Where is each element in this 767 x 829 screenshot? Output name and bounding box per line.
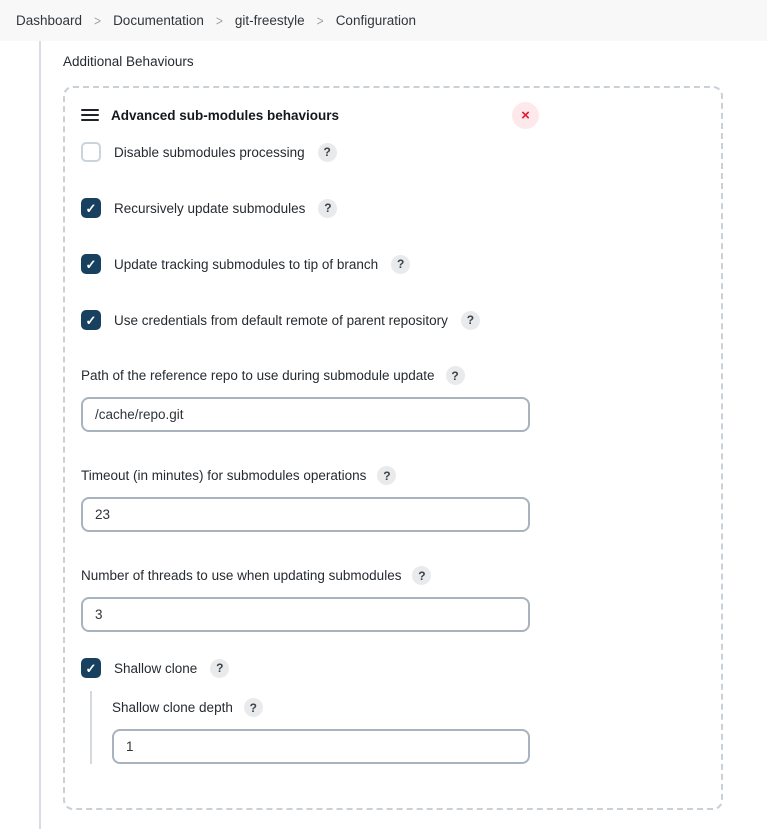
breadcrumb-item-job[interactable]: git-freestyle [234,13,305,28]
field-label-row [81,366,705,385]
threads-input[interactable] [81,597,530,632]
form-section-divider [39,41,41,829]
help-icon[interactable]: ? [244,698,263,717]
breadcrumb-item-configuration[interactable]: Configuration [335,13,416,28]
field-group-reference-repo [81,366,705,432]
field-label: Timeout (in minutes) for submodules operations [81,468,367,483]
checkbox-label[interactable]: Use credentials from default remote of parent repository [114,312,448,328]
checkbox-row-shallow-clone [81,658,705,678]
chevron-right-icon: > [316,12,324,29]
timeout-input[interactable] [81,497,530,532]
shallow-clone-block [81,658,705,764]
field-label: Shallow clone depth [112,700,233,715]
checkbox-track-tip[interactable] [81,254,101,274]
field-label-row [81,466,705,485]
checkbox-recursive-update[interactable] [81,198,101,218]
drag-handle-icon[interactable] [81,109,99,121]
form-content [0,41,767,829]
checkbox-shallow-clone[interactable] [81,658,101,678]
check-icon: ✓ [85,200,97,216]
additional-behaviours-label: Additional Behaviours [63,54,194,69]
checkbox-row-track-tip [81,254,705,274]
help-icon[interactable]: ? [210,659,229,678]
field-label-row [81,566,705,585]
help-icon[interactable]: ? [377,466,396,485]
breadcrumb-item-documentation[interactable]: Documentation [113,13,204,28]
shallow-clone-depth-input[interactable] [112,729,530,764]
field-label: Path of the reference repo to use during submodule update [81,368,435,383]
behaviour-title: Advanced sub-modules behaviours [111,107,340,123]
breadcrumb-item-dashboard[interactable]: Dashboard [16,13,83,28]
checkbox-label[interactable]: Shallow clone [114,660,198,676]
chevron-right-icon: > [215,12,223,29]
help-icon[interactable]: ? [461,311,480,330]
help-icon[interactable]: ? [318,199,337,218]
help-icon[interactable]: ? [391,255,410,274]
breadcrumb [0,0,767,41]
checkbox-row-parent-credentials [81,310,705,330]
check-icon: ✓ [85,312,97,328]
remove-behaviour-button[interactable]: × [512,102,539,129]
checkbox-row-disable-submodules [81,142,705,162]
check-icon: ✓ [85,660,97,676]
shallow-clone-depth-group [90,691,705,764]
help-icon[interactable]: ? [412,566,431,585]
checkbox-label[interactable]: Recursively update submodules [114,200,306,216]
checkbox-label[interactable]: Disable submodules processing [114,144,305,160]
behaviour-panel-header [81,101,539,129]
reference-repo-input[interactable] [81,397,530,432]
check-icon: ✓ [85,256,97,272]
checkbox-label[interactable]: Update tracking submodules to tip of branch [114,256,379,272]
field-label-row [112,698,705,717]
chevron-right-icon: > [94,12,102,29]
checkbox-row-recursive-update [81,198,705,218]
help-icon[interactable]: ? [446,366,465,385]
checkbox-parent-credentials[interactable] [81,310,101,330]
checkbox-disable-submodules[interactable] [81,142,101,162]
field-label: Number of threads to use when updating submodules [81,568,402,583]
help-icon[interactable]: ? [318,143,337,162]
field-group-threads [81,566,705,632]
behaviour-panel [63,86,723,810]
field-group-timeout [81,466,705,532]
